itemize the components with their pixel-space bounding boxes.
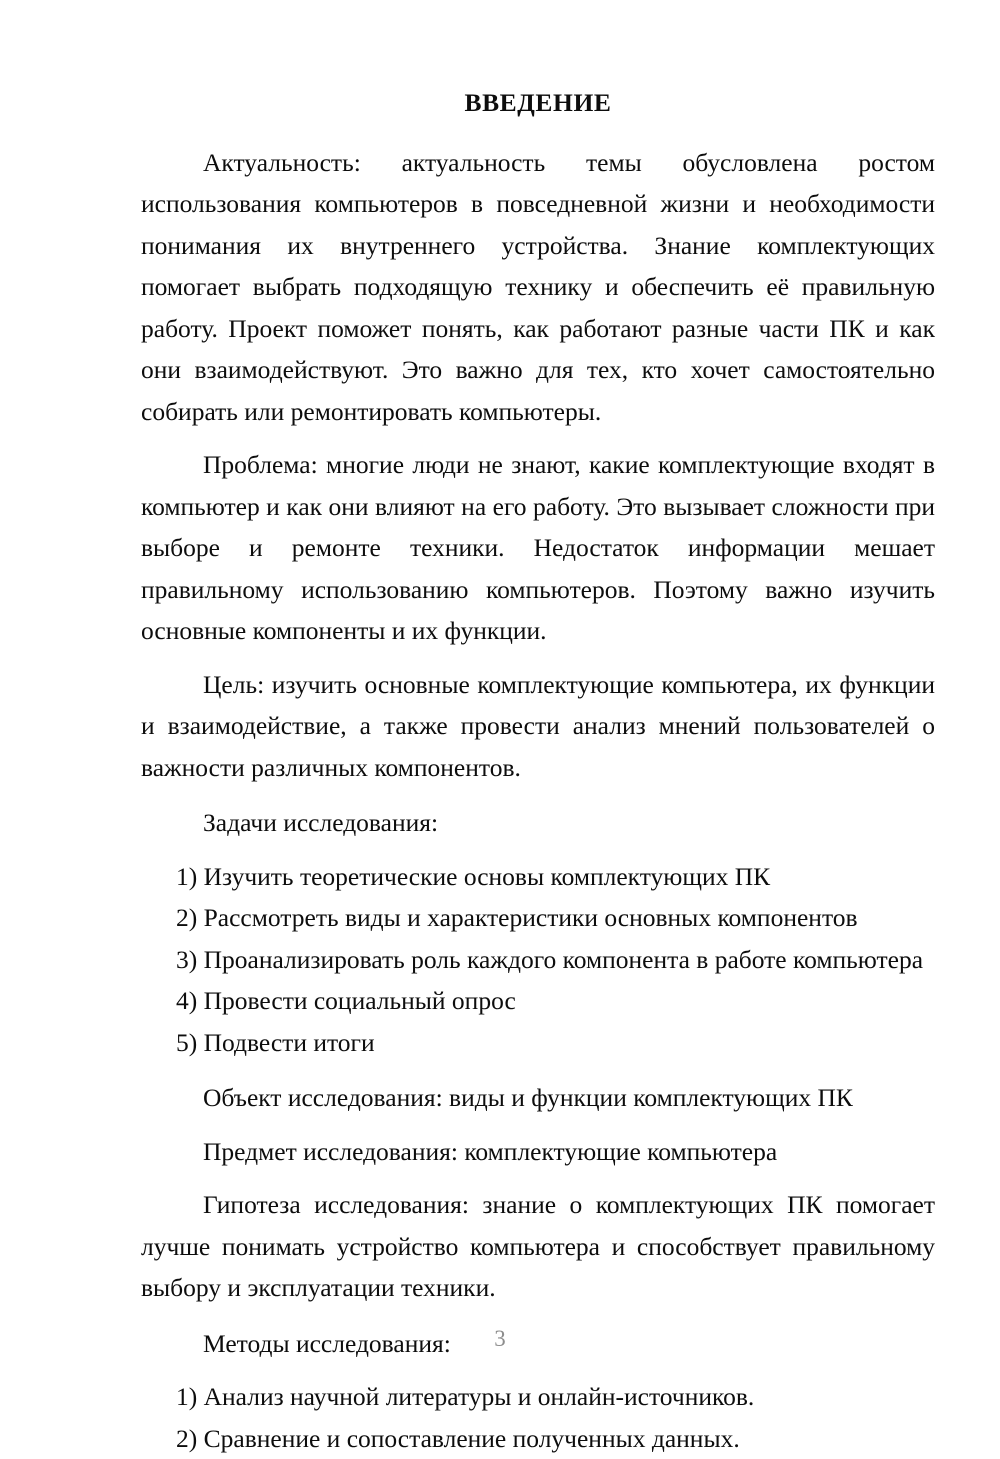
list-item: 1) Изучить теоретические основы комплектующих ПК [176, 861, 771, 891]
methods-heading: Методы исследования: [203, 1328, 451, 1358]
list-item: 1) Анализ научной литературы и онлайн-источников. [176, 1382, 755, 1412]
document-body [141, 88, 935, 1459]
spacer [141, 1063, 935, 1077]
paragraph-goal: Цель: изучить основные комплектующие компьютера, их функции и взаимодействие, а также провести анализ мнений пользователей о важности различных компонентов. [141, 669, 935, 782]
page-number: 3 [494, 1326, 506, 1351]
spacer [141, 844, 935, 856]
methods-list [141, 1376, 935, 1459]
subject-of-research: Предмет исследования: комплектующие компьютера [203, 1136, 778, 1166]
spacer [141, 1309, 935, 1323]
list-item: 4) Провести социальный опрос [176, 986, 516, 1016]
spacer [141, 1119, 935, 1131]
page-title: ВВЕДЕНИЕ [464, 88, 612, 117]
tasks-list [141, 856, 935, 1064]
list-item: 3) Проанализировать роль каждого компонента в работе компьютера [176, 944, 924, 974]
list-item: 2) Рассмотреть виды и характеристики основных компонентов [176, 903, 858, 933]
paragraph-hypothesis: Гипотеза исследования: знание о комплектующих ПК помогает лучше понимать устройство компьютера и способствует правильному выбору и эксплуатации техники. [141, 1190, 935, 1303]
spacer [141, 788, 935, 802]
paragraph-problem: Проблема: многие люди не знают, какие комплектующие входят в компьютер и как они влияют на его работу. Это вызывает сложности при выборе и ремонте техники. Недостаток информации мешает правильному использованию компьютеров. Поэтому важно изучить основные компоненты и их функции. [141, 450, 935, 646]
list-item: 5) Подвести итоги [176, 1027, 375, 1057]
list-item: 2) Сравнение и сопоставление полученных данных. [176, 1423, 740, 1453]
spacer [141, 1364, 935, 1376]
spacer [141, 1172, 935, 1184]
tasks-heading: Задачи исследования: [203, 808, 439, 838]
paragraph-relevance: Актуальность: актуальность темы обусловлена ростом использования компьютеров в повседневной жизни и необходимости понимания их внутреннего устройства. Знание комплектующих помогает выбрать подходящую технику и обеспечить её правильную работу. Проект поможет понять, как работают разные части ПК и как они взаимодействуют. Это важно для тех, кто хочет самостоятельно собирать или ремонтировать компьютеры. [141, 147, 935, 426]
object-of-research: Объект исследования: виды и функции комплектующих ПК [203, 1083, 853, 1113]
